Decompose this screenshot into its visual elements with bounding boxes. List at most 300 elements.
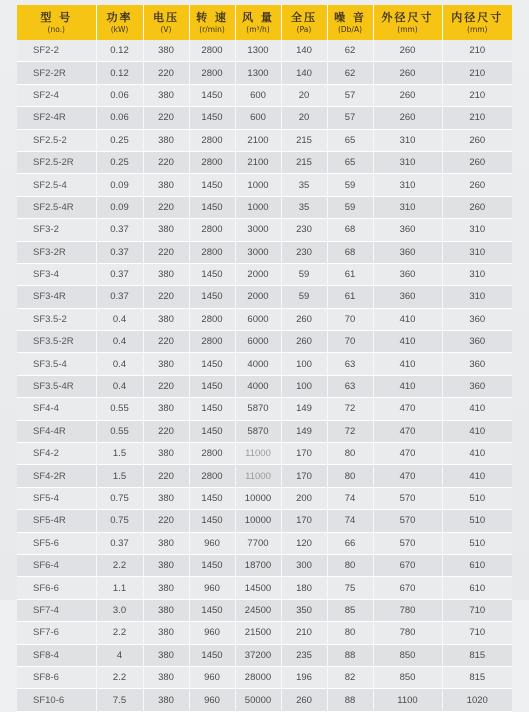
cell-noise: 80 [327, 622, 373, 644]
cell-pressure: 59 [281, 263, 327, 285]
cell-pressure: 170 [281, 443, 327, 465]
cell-inner-diameter: 360 [442, 375, 512, 397]
cell-noise: 66 [327, 532, 373, 554]
table-row [17, 241, 512, 263]
cell-speed: 1450 [189, 174, 235, 196]
cell-model: SF2-4 [17, 84, 96, 106]
cell-noise: 68 [327, 241, 373, 263]
cell-inner-diameter: 310 [442, 241, 512, 263]
table-row [17, 666, 512, 688]
cell-inner-diameter: 1020 [442, 689, 512, 711]
table-row [17, 554, 512, 576]
cell-airflow: 10000 [235, 510, 281, 532]
cell-noise: 85 [327, 599, 373, 621]
cell-airflow: 4000 [235, 375, 281, 397]
table-header [17, 5, 512, 40]
column-header-name: 转 速 [196, 10, 228, 24]
table-row [17, 151, 512, 173]
cell-model: SF3.5-4R [17, 375, 96, 397]
cell-inner-diameter: 310 [442, 219, 512, 241]
column-header-name: 外径尺寸 [381, 10, 434, 24]
cell-power: 0.55 [96, 420, 143, 442]
cell-outer-diameter: 260 [373, 84, 442, 106]
cell-speed: 1450 [189, 286, 235, 308]
cell-noise: 59 [327, 196, 373, 218]
cell-noise: 70 [327, 331, 373, 353]
cell-inner-diameter: 410 [442, 398, 512, 420]
cell-pressure: 20 [281, 84, 327, 106]
cell-pressure: 35 [281, 196, 327, 218]
cell-voltage: 380 [143, 308, 189, 330]
cell-inner-diameter: 710 [442, 599, 512, 621]
cell-pressure: 149 [281, 420, 327, 442]
cell-voltage: 220 [143, 375, 189, 397]
cell-pressure: 149 [281, 398, 327, 420]
cell-voltage: 380 [143, 174, 189, 196]
cell-airflow: 10000 [235, 487, 281, 509]
cell-airflow: 4000 [235, 353, 281, 375]
cell-voltage: 380 [143, 219, 189, 241]
cell-model: SF3.5-4 [17, 353, 96, 375]
cell-speed: 1450 [189, 107, 235, 129]
cell-pressure: 170 [281, 465, 327, 487]
column-header-unit: (m³/h) [246, 24, 270, 34]
cell-model: SF4-4 [17, 398, 96, 420]
cell-noise: 63 [327, 353, 373, 375]
cell-outer-diameter: 780 [373, 622, 442, 644]
table-row [17, 465, 512, 487]
table-row [17, 174, 512, 196]
cell-power: 2.2 [96, 554, 143, 576]
cell-pressure: 230 [281, 219, 327, 241]
cell-noise: 61 [327, 286, 373, 308]
cell-model: SF5-4R [17, 510, 96, 532]
cell-noise: 72 [327, 398, 373, 420]
cell-voltage: 220 [143, 196, 189, 218]
cell-power: 0.25 [96, 129, 143, 151]
cell-power: 0.37 [96, 219, 143, 241]
cell-pressure: 100 [281, 353, 327, 375]
cell-model: SF4-4R [17, 420, 96, 442]
cell-noise: 62 [327, 40, 373, 62]
column-header-unit: (no.) [47, 24, 65, 34]
cell-noise: 80 [327, 465, 373, 487]
cell-inner-diameter: 410 [442, 465, 512, 487]
cell-outer-diameter: 470 [373, 443, 442, 465]
column-header-name: 噪 音 [334, 10, 366, 24]
cell-airflow: 24500 [235, 599, 281, 621]
cell-voltage: 220 [143, 286, 189, 308]
cell-power: 0.75 [96, 487, 143, 509]
cell-voltage: 380 [143, 689, 189, 711]
cell-outer-diameter: 310 [373, 129, 442, 151]
cell-inner-diameter: 815 [442, 666, 512, 688]
cell-power: 7.5 [96, 689, 143, 711]
cell-speed: 960 [189, 689, 235, 711]
cell-model: SF10-6 [17, 689, 96, 711]
table-row [17, 599, 512, 621]
cell-noise: 74 [327, 510, 373, 532]
cell-pressure: 200 [281, 487, 327, 509]
cell-speed: 2800 [189, 241, 235, 263]
cell-inner-diameter: 360 [442, 331, 512, 353]
cell-inner-diameter: 310 [442, 263, 512, 285]
cell-voltage: 380 [143, 443, 189, 465]
cell-inner-diameter: 210 [442, 107, 512, 129]
cell-airflow: 3000 [235, 219, 281, 241]
cell-model: SF3-4 [17, 263, 96, 285]
column-header-power [96, 5, 143, 40]
cell-speed: 960 [189, 666, 235, 688]
cell-pressure: 35 [281, 174, 327, 196]
cell-model: SF8-6 [17, 666, 96, 688]
cell-power: 0.12 [96, 62, 143, 84]
cell-inner-diameter: 710 [442, 622, 512, 644]
cell-inner-diameter: 510 [442, 487, 512, 509]
cell-speed: 2800 [189, 219, 235, 241]
cell-airflow: 50000 [235, 689, 281, 711]
cell-noise: 57 [327, 84, 373, 106]
cell-outer-diameter: 360 [373, 241, 442, 263]
cell-airflow: 6000 [235, 331, 281, 353]
cell-outer-diameter: 570 [373, 510, 442, 532]
cell-model: SF5-6 [17, 532, 96, 554]
cell-power: 0.37 [96, 286, 143, 308]
cell-inner-diameter: 210 [442, 40, 512, 62]
cell-model: SF2-2R [17, 62, 96, 84]
cell-noise: 88 [327, 644, 373, 666]
cell-speed: 2800 [189, 129, 235, 151]
cell-speed: 1450 [189, 487, 235, 509]
cell-noise: 80 [327, 554, 373, 576]
cell-airflow: 2000 [235, 263, 281, 285]
cell-noise: 80 [327, 443, 373, 465]
table-row [17, 443, 512, 465]
cell-noise: 88 [327, 689, 373, 711]
cell-inner-diameter: 260 [442, 151, 512, 173]
table-row [17, 286, 512, 308]
cell-airflow: 21500 [235, 622, 281, 644]
cell-speed: 2800 [189, 62, 235, 84]
table-body [17, 40, 512, 711]
cell-voltage: 220 [143, 420, 189, 442]
cell-power: 0.37 [96, 532, 143, 554]
cell-inner-diameter: 310 [442, 286, 512, 308]
cell-pressure: 230 [281, 241, 327, 263]
cell-noise: 68 [327, 219, 373, 241]
cell-pressure: 170 [281, 510, 327, 532]
cell-pressure: 215 [281, 151, 327, 173]
cell-noise: 57 [327, 107, 373, 129]
cell-airflow: 3000 [235, 241, 281, 263]
cell-inner-diameter: 510 [442, 510, 512, 532]
cell-noise: 75 [327, 577, 373, 599]
cell-model: SF2.5-2R [17, 151, 96, 173]
cell-outer-diameter: 570 [373, 487, 442, 509]
cell-airflow: 1300 [235, 62, 281, 84]
cell-noise: 59 [327, 174, 373, 196]
cell-pressure: 180 [281, 577, 327, 599]
cell-airflow: 2000 [235, 286, 281, 308]
cell-model: SF3.5-2 [17, 308, 96, 330]
cell-voltage: 380 [143, 554, 189, 576]
table-row [17, 196, 512, 218]
table-row [17, 219, 512, 241]
cell-airflow: 600 [235, 84, 281, 106]
cell-model: SF6-6 [17, 577, 96, 599]
cell-voltage: 220 [143, 465, 189, 487]
cell-noise: 74 [327, 487, 373, 509]
cell-voltage: 220 [143, 107, 189, 129]
cell-speed: 1450 [189, 644, 235, 666]
cell-power: 0.4 [96, 308, 143, 330]
cell-voltage: 380 [143, 622, 189, 644]
cell-pressure: 210 [281, 622, 327, 644]
column-header-model [17, 5, 96, 40]
cell-model: SF4-2 [17, 443, 96, 465]
cell-pressure: 140 [281, 62, 327, 84]
cell-airflow: 7700 [235, 532, 281, 554]
column-header-unit: (kW) [110, 24, 129, 34]
table-row [17, 622, 512, 644]
cell-pressure: 260 [281, 331, 327, 353]
cell-outer-diameter: 670 [373, 577, 442, 599]
cell-voltage: 220 [143, 151, 189, 173]
cell-airflow: 1000 [235, 174, 281, 196]
cell-inner-diameter: 260 [442, 174, 512, 196]
cell-airflow: 37200 [235, 644, 281, 666]
cell-power: 2.2 [96, 666, 143, 688]
cell-power: 0.4 [96, 375, 143, 397]
cell-outer-diameter: 850 [373, 666, 442, 688]
cell-outer-diameter: 470 [373, 465, 442, 487]
cell-outer-diameter: 310 [373, 151, 442, 173]
column-header-voltage [143, 5, 189, 40]
cell-inner-diameter: 510 [442, 532, 512, 554]
table-row [17, 331, 512, 353]
cell-power: 1.1 [96, 577, 143, 599]
cell-model: SF3.5-2R [17, 331, 96, 353]
cell-inner-diameter: 610 [442, 577, 512, 599]
cell-model: SF7-6 [17, 622, 96, 644]
cell-speed: 2800 [189, 151, 235, 173]
cell-speed: 2800 [189, 465, 235, 487]
cell-speed: 1450 [189, 510, 235, 532]
cell-outer-diameter: 780 [373, 599, 442, 621]
column-header-name: 全压 [291, 10, 317, 24]
table-row [17, 644, 512, 666]
cell-airflow: 11000 [235, 443, 281, 465]
cell-speed: 960 [189, 532, 235, 554]
cell-speed: 1450 [189, 196, 235, 218]
header-row [17, 5, 512, 40]
cell-power: 0.06 [96, 107, 143, 129]
cell-power: 3.0 [96, 599, 143, 621]
column-header-unit: (V) [160, 24, 172, 34]
cell-model: SF8-4 [17, 644, 96, 666]
cell-voltage: 380 [143, 666, 189, 688]
cell-power: 0.37 [96, 263, 143, 285]
cell-inner-diameter: 815 [442, 644, 512, 666]
cell-outer-diameter: 260 [373, 40, 442, 62]
cell-voltage: 220 [143, 510, 189, 532]
cell-pressure: 140 [281, 40, 327, 62]
cell-voltage: 380 [143, 353, 189, 375]
cell-power: 0.37 [96, 241, 143, 263]
table-row [17, 62, 512, 84]
cell-voltage: 380 [143, 398, 189, 420]
cell-inner-diameter: 360 [442, 308, 512, 330]
cell-pressure: 100 [281, 375, 327, 397]
table-row [17, 308, 512, 330]
cell-noise: 62 [327, 62, 373, 84]
cell-pressure: 215 [281, 129, 327, 151]
cell-outer-diameter: 1100 [373, 689, 442, 711]
cell-voltage: 220 [143, 62, 189, 84]
cell-power: 0.06 [96, 84, 143, 106]
cell-pressure: 120 [281, 532, 327, 554]
cell-speed: 1450 [189, 353, 235, 375]
cell-airflow: 600 [235, 107, 281, 129]
cell-inner-diameter: 360 [442, 353, 512, 375]
cell-pressure: 20 [281, 107, 327, 129]
cell-outer-diameter: 570 [373, 532, 442, 554]
cell-outer-diameter: 410 [373, 331, 442, 353]
cell-voltage: 380 [143, 129, 189, 151]
table-row [17, 353, 512, 375]
cell-airflow: 5870 [235, 398, 281, 420]
cell-voltage: 380 [143, 263, 189, 285]
cell-airflow: 6000 [235, 308, 281, 330]
cell-noise: 63 [327, 375, 373, 397]
table-row [17, 532, 512, 554]
cell-airflow: 18700 [235, 554, 281, 576]
cell-airflow: 2100 [235, 151, 281, 173]
column-header-name: 风 量 [242, 10, 274, 24]
table-row [17, 84, 512, 106]
cell-voltage: 380 [143, 487, 189, 509]
cell-pressure: 260 [281, 308, 327, 330]
column-header-pressure [281, 5, 327, 40]
cell-noise: 61 [327, 263, 373, 285]
cell-model: SF3-2 [17, 219, 96, 241]
column-header-airflow [235, 5, 281, 40]
cell-model: SF2.5-4 [17, 174, 96, 196]
cell-model: SF3-2R [17, 241, 96, 263]
cell-model: SF2-4R [17, 107, 96, 129]
cell-outer-diameter: 260 [373, 62, 442, 84]
column-header-name: 型 号 [40, 10, 73, 24]
cell-speed: 1450 [189, 375, 235, 397]
column-header-noise [327, 5, 373, 40]
cell-inner-diameter: 260 [442, 196, 512, 218]
cell-power: 0.09 [96, 174, 143, 196]
cell-speed: 1450 [189, 84, 235, 106]
cell-voltage: 380 [143, 599, 189, 621]
cell-speed: 2800 [189, 331, 235, 353]
cell-outer-diameter: 470 [373, 398, 442, 420]
table-row [17, 375, 512, 397]
table-row [17, 107, 512, 129]
table-row [17, 510, 512, 532]
cell-noise: 82 [327, 666, 373, 688]
table-row [17, 263, 512, 285]
cell-inner-diameter: 410 [442, 443, 512, 465]
cell-power: 0.12 [96, 40, 143, 62]
cell-airflow: 1300 [235, 40, 281, 62]
table-row [17, 40, 512, 62]
table-row [17, 689, 512, 711]
cell-noise: 65 [327, 151, 373, 173]
cell-inner-diameter: 210 [442, 62, 512, 84]
cell-speed: 2800 [189, 443, 235, 465]
cell-voltage: 220 [143, 241, 189, 263]
column-header-name: 功率 [106, 10, 133, 24]
table-row [17, 487, 512, 509]
cell-outer-diameter: 410 [373, 353, 442, 375]
cell-model: SF5-4 [17, 487, 96, 509]
column-header-unit: (Db/A) [337, 24, 363, 34]
fan-spec-table [17, 5, 512, 712]
cell-power: 2.2 [96, 622, 143, 644]
cell-inner-diameter: 260 [442, 129, 512, 151]
cell-model: SF3-4R [17, 286, 96, 308]
table-row [17, 398, 512, 420]
cell-model: SF2.5-2 [17, 129, 96, 151]
cell-speed: 1450 [189, 263, 235, 285]
column-header-outer-diameter [373, 5, 442, 40]
cell-outer-diameter: 360 [373, 286, 442, 308]
cell-model: SF2-2 [17, 40, 96, 62]
cell-inner-diameter: 210 [442, 84, 512, 106]
cell-model: SF4-2R [17, 465, 96, 487]
cell-airflow: 5870 [235, 420, 281, 442]
cell-noise: 70 [327, 308, 373, 330]
cell-noise: 72 [327, 420, 373, 442]
cell-pressure: 260 [281, 689, 327, 711]
cell-pressure: 59 [281, 286, 327, 308]
cell-model: SF6-4 [17, 554, 96, 576]
cell-speed: 1450 [189, 599, 235, 621]
cell-pressure: 196 [281, 666, 327, 688]
cell-outer-diameter: 410 [373, 375, 442, 397]
column-header-name: 电压 [153, 10, 179, 24]
cell-airflow: 11000 [235, 465, 281, 487]
cell-airflow: 1000 [235, 196, 281, 218]
cell-voltage: 380 [143, 644, 189, 666]
cell-speed: 2800 [189, 40, 235, 62]
cell-model: SF2.5-4R [17, 196, 96, 218]
cell-outer-diameter: 260 [373, 107, 442, 129]
cell-airflow: 2100 [235, 129, 281, 151]
cell-pressure: 300 [281, 554, 327, 576]
cell-outer-diameter: 360 [373, 263, 442, 285]
cell-power: 0.4 [96, 331, 143, 353]
cell-outer-diameter: 310 [373, 174, 442, 196]
column-header-name: 内径尺寸 [451, 10, 504, 24]
cell-power: 1.5 [96, 443, 143, 465]
cell-outer-diameter: 360 [373, 219, 442, 241]
cell-pressure: 235 [281, 644, 327, 666]
cell-speed: 1450 [189, 420, 235, 442]
cell-voltage: 380 [143, 84, 189, 106]
column-header-unit: (mm) [397, 24, 418, 34]
cell-speed: 2800 [189, 308, 235, 330]
column-header-unit: (r/min) [199, 24, 225, 34]
cell-model: SF7-4 [17, 599, 96, 621]
cell-power: 0.4 [96, 353, 143, 375]
cell-speed: 1450 [189, 398, 235, 420]
